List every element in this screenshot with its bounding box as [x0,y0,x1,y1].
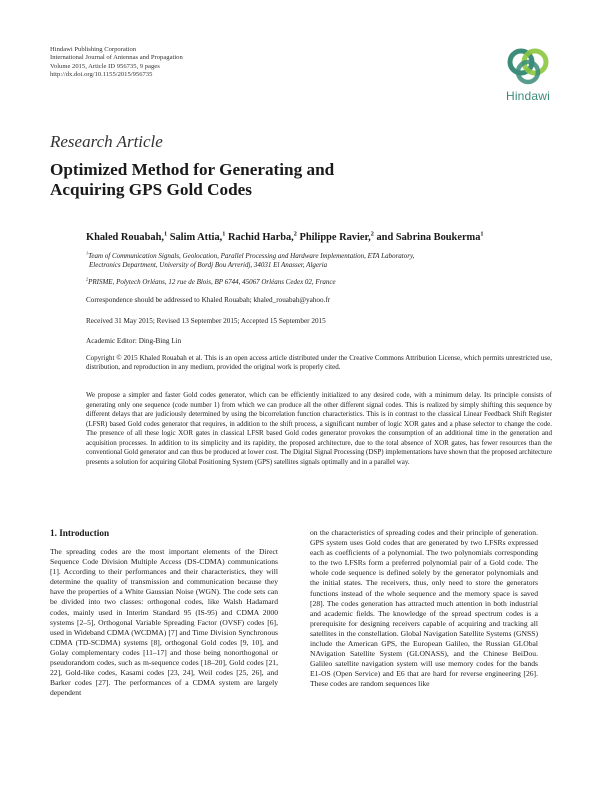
author-affiliation-mark: 1 [480,230,484,238]
author-name: Khaled Rouabah, [86,232,164,243]
copyright-notice: Copyright © 2015 Khaled Rouabah et al. This is an open access article distributed under the Creative Commons Attribution License, which permits unrestricted use, distribution, and reproduction in any medium, provided the original work is properly cited. [86,354,552,372]
academic-editor: Academic Editor: Ding-Bing Lin [86,337,182,345]
author-name: Rachid Harba, [227,232,294,243]
affiliation-line: Electronics Department, University of Bordj Bou Arreridj, 34031 El Anasser, Algeria [89,261,328,270]
author-list [86,232,552,243]
paragraph: The spreading codes are the most important elements of the Direct Sequence Code Division Multiple Access (DS-CDMA) communications [1]. According to their performances and their characteristics, they will determine the quality of transmission and communication because they have the properties of a White Gaussian Noise (WGN). The code sets can be divided into two classes: orthogonal codes, like Walsh Hadamard codes, mainly used in Interim Standard 95 (IS-95) and CDMA 2000 systems [2–5], Orthogonal Variable Spreading Factor (OVSF) codes [6], used in Wideband CDMA (WCDMA) [7] and Time Division Synchronous CDMA (TD-SCDMA) systems [8], orthogonal Gold codes [9, 10], and Golay complementary codes [11–17] and those being nonorthogonal or pseudorandom codes, such as m-sequence codes [18–20], Gold codes [21, 22], Gold-like codes, Kasami codes [23, 24], Weil codes [25, 26], and Barker codes [27]. The performances of a CDMA system are largely dependent [50,547,278,698]
body-column-left [50,528,278,698]
publisher-name: Hindawi Publishing Corporation [50,46,137,53]
author-affiliation-mark: 1 [222,230,226,238]
title-line-1: Optimized Method for Generating and [50,160,335,179]
affiliation-line: Team of Communication Signals, Geolocation, Parallel Processing and Hardware Implementation, ETA Laboratory, [88,252,415,260]
hindawi-rings-icon [502,46,554,88]
title-line-2: Acquiring GPS Gold Codes [50,180,252,199]
affiliation-1 [86,252,552,271]
affiliation-line: PRISME, Polytech Orléans, 12 rue de Blois, BP 6744, 45067 Orléans Cedex 02, France [88,278,336,286]
paragraph: on the characteristics of spreading codes and their principle of generation. GPS system uses Gold codes that are generated by two LFSRs expressed each as coefficients of a polynomial. The two polynomials corresponding to the two LFSRs form a preferred polynomial pair of a Gold code. The whole code sequence is defined solely by the generator polynomials and the initial states. The receivers, thus, only need to store the generators functions instead of the whole sequence and the memory space is saved [28]. The codes generation has attracted much attention in both industrial and academic fields. The knowledge of the spread spectrum codes is a prerequisite for designing receivers capable of acquiring and tracking all satellites in the constellation. Global Navigation Satellite Systems (GNSS) include the American GPS, the European Galileo, the Russian GLObal NAvigation Satellite System (GLONASS), and the Chinese BeiDou. Galileo satellite navigation system will use memory codes for the bands E1-OS (Open Service) and E6 that are hard for reverse engineering [26]. These codes are random sequences like [310,528,538,689]
hindawi-logo [502,46,554,106]
author-affiliation-mark: 2 [293,230,297,238]
doi-link[interactable]: http://dx.doi.org/10.1155/2015/956735 [50,71,153,79]
article-type: Research Article [50,132,163,151]
affiliation-mark: 2 [86,276,89,282]
received-dates: Received 31 May 2015; Revised 13 September 2015; Accepted 15 September 2015 [86,317,326,325]
section-heading: 1. Introduction [50,528,110,538]
author-name: Philippe Ravier, [299,232,371,243]
author-name: Salim Attia, [169,232,223,243]
affiliation-mark: 1 [86,250,89,256]
abstract: We propose a simpler and faster Gold codes generator, which can be efficiently initialized to any desired code, with a minimum delay. Its principle consists of generating only one sequence (code number 1) from which we can produce all the other different signal codes. This is realized by simply shifting this sequence by different delays that are judiciously determined by using the bicorrelation function characteristics. This is in contrast to the classical Linear Feedback Shift Register (LFSR) based Gold codes generator that requires, in addition to the shift process, a significant number of logic XOR gates and a phase selector to change the code. The presence of all these logic XOR gates in classical LFSR based Gold codes generator provokes the consumption of an additional time in the generation and acquisition processes. In addition to its simplicity and its rapidity, the proposed architecture, due to the total absence of XOR gates, has fewer resources than the conventional Gold generator and can thus be produced at lower cost. The Digital Signal Processing (DSP) implementations have shown that the proposed architecture presents a solution for acquiring Global Positioning System (GPS) satellites signals optimally and in a parallel way. [86,391,552,466]
author-affiliation-mark: 2 [370,230,374,238]
author-affiliation-mark: 1 [163,230,168,238]
volume-info: Volume 2015, Article ID 956735, 9 pages [50,62,160,70]
affiliation-2 [86,278,552,287]
journal-name: International Journal of Antennas and Propagation [50,54,183,62]
hindawi-wordmark: Hindawi [505,89,551,103]
paper-title [50,160,510,200]
journal-header [50,46,183,80]
body-column-right [310,528,538,690]
correspondence-note: Correspondence should be addressed to Khaled Rouabah; khaled_rouabah@yahoo.fr [86,296,331,304]
author-name: and Sabrina Boukerma [376,232,481,243]
